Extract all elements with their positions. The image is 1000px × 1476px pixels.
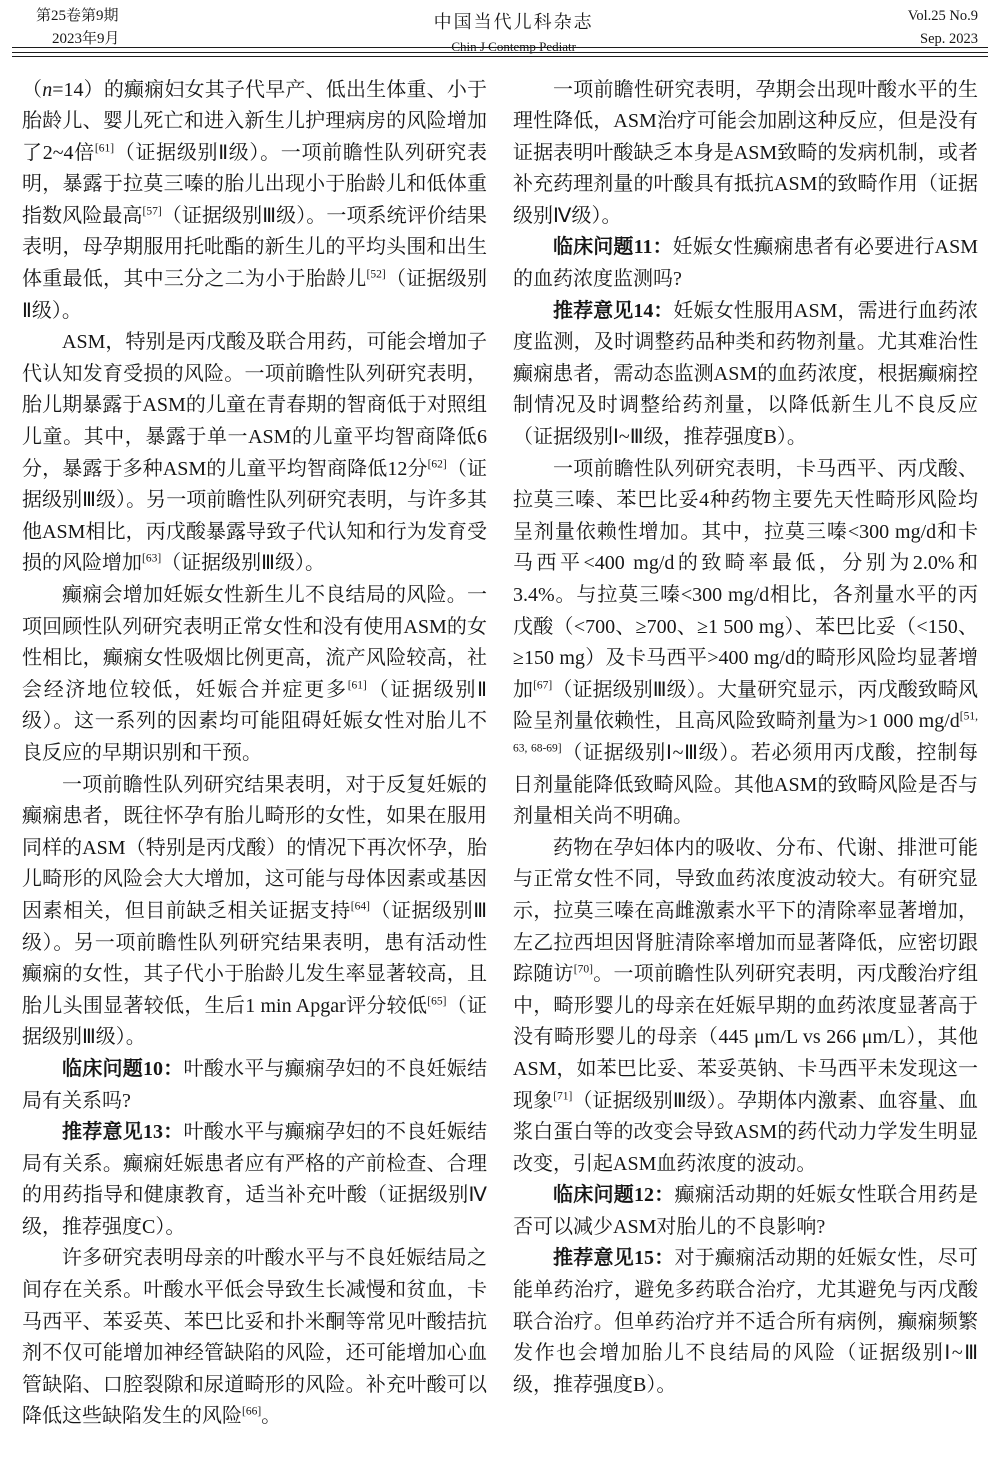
paragraph [513, 75, 978, 233]
text-segment: 推荐意见14： [553, 299, 674, 322]
text-segment: 叶酸水平与癫痫孕妇的不良妊娠结局有关系。癫痫妊娠患者应有严格的产前检查、合理的用药指导和健康教育，适当补充叶酸（证据级别Ⅳ级，推荐强度C）。 [22, 1121, 487, 1238]
text-segment: 一项前瞻性队列研究结果表明，对于反复妊娠的癫痫患者，既往怀孕有胎儿畸形的女性，如果在服用同样的ASM（特别是丙戊酸）的情况下再次怀孕，胎儿畸形的风险会大大增加，这可能与母体因素或基因因素相关，但目前缺乏相关证据支持 [22, 773, 487, 922]
issue-date-en: Sep. 2023 [920, 31, 978, 47]
text-segment: 一项前瞻性队列研究表明，卡马西平、丙戊酸、拉莫三嗪、苯巴比妥4种药物主要先天性畸形风险均呈剂量依赖性增加。其中，拉莫三嗪<300 mg/d和卡马西平<400 mg/d的致畸率最低，分别为2.0%和3.4%。与拉莫三嗪<300 mg/d相比，各剂量水平的丙戊酸（<700、≥700、≥1 500 mg）、苯巴比妥（<150、≥150 mg）及卡马西平>400 mg/d的畸形风险均显著增加 [513, 457, 978, 701]
text-segment: （证据级别Ⅲ级）。大量研究显示，丙戊酸致畸风险呈剂量依赖性，且高风险致畸剂量为>1 000 mg/d [513, 678, 978, 733]
reference-superscript: [51, 63, 68-69] [513, 710, 978, 755]
paragraph [22, 75, 487, 328]
journal-title-en: Chin J Contemp Pediatr [451, 39, 576, 54]
text-segment: 叶酸水平与癫痫孕妇的不良妊娠结局有关系吗? [22, 1057, 487, 1112]
header-center [434, 7, 594, 55]
text-segment: （证据级别Ⅰ~Ⅲ级）。若必须用丙戊酸，控制每日剂量能降低致畸风险。其他ASM的致畸风险是否与剂量相关尚不明确。 [513, 741, 978, 828]
text-segment: （证据级别Ⅲ级）。 [22, 994, 488, 1049]
paragraph [513, 296, 978, 454]
paragraph [22, 1243, 487, 1433]
paragraph [22, 1117, 487, 1243]
paragraph [513, 454, 978, 833]
reference-superscript: [67] [533, 679, 553, 692]
text-segment: 妊娠女性服用ASM，需进行血药浓度监测，及时调整药品种类和药物剂量。尤其难治性癫痫患者，需动态监测ASM的血药浓度，根据癫痫控制情况及时调整给药剂量，以降低新生儿不良反应（证据级别Ⅰ~Ⅲ级，推荐强度B）。 [513, 299, 979, 449]
text-segment: 一项前瞻性研究表明，孕期会出现叶酸水平的生理性降低，ASM治疗可能会加剧这种反应，但是没有证据表明叶酸缺乏本身是ASM致畸的发病机制，或者补充药理剂量的叶酸具有抵抗ASM的致畸作用（证据级别Ⅳ级）。 [513, 78, 978, 227]
text-segment: （证据级别Ⅱ级）。一项前瞻性队列研究表明，暴露于拉莫三嗪的胎儿出现小于胎龄儿和低体重指数风险最高 [22, 141, 487, 227]
text-segment: 癫痫会增加妊娠女性新生儿不良结局的风险。一项回顾性队列研究表明正常女性和没有使用ASM的女性相比，癫痫女性吸烟比例更高，流产风险较高，社会经济地位较低，妊娠合并症更多 [22, 584, 487, 701]
text-segment: 药物在孕妇体内的吸收、分布、代谢、排泄可能与正常女性不同，导致血药浓度波动较大。有研究显示，拉莫三嗪在高雌激素水平下的清除率显著增加，左乙拉西坦因肾脏清除率增加而显著降低，应密切跟踪随访 [513, 836, 978, 986]
text-segment: 临床问题12： [553, 1184, 675, 1207]
paragraph [22, 580, 487, 770]
paragraph [22, 770, 487, 1054]
text-segment: 妊娠女性癫痫患者有必要进行ASM的血药浓度监测吗? [513, 236, 978, 291]
text-segment: （证据级别Ⅲ级）。 [161, 552, 325, 575]
text-segment: 许多研究表明母亲的叶酸水平与不良妊娠结局之间存在关系。叶酸水平低会导致生长减慢和贫血，卡马西平、苯妥英、苯巴比妥和扑米酮等常见叶酸拮抗剂不仅可能增加神经管缺陷的风险，还可能增加心血管缺陷、口腔裂隙和尿道畸形的风险。补充叶酸可以降低这些缺陷发生的风险 [22, 1247, 487, 1428]
paragraph [22, 1054, 487, 1117]
reference-superscript: [52] [366, 268, 386, 281]
paragraph [513, 1180, 978, 1243]
paragraph [513, 232, 978, 295]
journal-title-cn: 中国当代儿科杂志 [433, 12, 594, 32]
text-segment: （ [22, 78, 43, 101]
text-segment: 推荐意见13： [62, 1121, 184, 1144]
volume-issue-en: Vol.25 No.9 [907, 8, 978, 24]
left-column [22, 75, 487, 1434]
text-segment: （证据级别Ⅱ级）。 [22, 268, 488, 322]
reference-superscript: [70] [573, 963, 593, 976]
reference-superscript: [63] [142, 552, 162, 565]
text-segment: （证据级别Ⅲ级）。一项系统评价结果表明，母孕期服用托吡酯的新生儿的平均头围和出生体重最低，其中三分之二为小于胎龄儿 [22, 204, 487, 291]
text-segment: =14）的癫痫妇女其子代早产、低出生体重、小于胎龄儿、婴儿死亡和进入新生儿护理病房的风险增加了2~4倍 [22, 78, 488, 164]
volume-issue-cn: 第25卷第9期 [36, 8, 119, 24]
reference-superscript: [64] [350, 900, 370, 913]
reference-superscript: [62] [427, 457, 447, 470]
reference-superscript: [61] [94, 142, 115, 155]
right-column [513, 75, 978, 1434]
article-body [0, 57, 1000, 1434]
paragraph [513, 1243, 978, 1401]
text-segment: 。 [261, 1405, 282, 1428]
reference-superscript: [61] [347, 679, 367, 692]
issue-date-cn: 2023年9月 [52, 31, 120, 47]
paragraph [513, 833, 978, 1181]
text-segment: （证据级别Ⅲ级）。孕期体内激素、血容量、血浆白蛋白等的改变会导致ASM的药代动力学发生明显改变，引起ASM血药浓度的波动。 [513, 1089, 979, 1175]
text-segment: 临床问题10： [62, 1057, 184, 1080]
reference-superscript: [65] [427, 995, 447, 1008]
reference-superscript: [66] [242, 1405, 262, 1418]
text-segment: 推荐意见15： [553, 1247, 675, 1270]
reference-superscript: [57] [142, 205, 162, 218]
text-segment: （证据级别Ⅲ级）。另一项前瞻性队列研究表明，与许多其他ASM相比，丙戊酸暴露导致子代认知和行为发育受损的风险增加 [22, 457, 488, 575]
text-segment: 。一项前瞻性队列研究表明，丙戊酸治疗组中，畸形婴儿的母亲在妊娠早期的血药浓度显著高于没有畸形婴儿的母亲（445 μm/L vs 266 μm/L），其他ASM，如苯巴比妥、苯妥英钠、卡马西平未发现这一现象 [513, 963, 979, 1112]
paragraph [22, 327, 487, 580]
text-segment: 癫痫活动期的妊娠女性联合用药是否可以减少ASM对胎儿的不良影响? [513, 1184, 978, 1238]
text-segment: 临床问题11： [553, 236, 673, 259]
text-segment: ASM，特别是丙戊酸及联合用药，可能会增加子代认知发育受损的风险。一项前瞻性队列研究表明，胎儿期暴露于ASM的儿童在青春期的智商低于对照组儿童。其中，暴露于单一ASM的儿童平均智商降低6分，暴露于多种ASM的儿童平均智商降低12分 [22, 331, 487, 480]
text-segment: 对于癫痫活动期的妊娠女性，尽可能单药治疗，避免多药联合治疗，尤其避免与丙戊酸联合治疗。但单药治疗并不适合所有病例，癫痫频繁发作也会增加胎儿不良结局的风险（证据级别Ⅰ~Ⅲ级，推荐强度B）。 [513, 1247, 978, 1396]
page-header [0, 0, 1000, 54]
text-segment: （证据级别Ⅲ级）。另一项前瞻性队列研究结果表明，患有活动性癫痫的女性，其子代小于胎龄儿发生率显著较高，且胎儿头围显著较低，生后1 min Apgar评分较低 [22, 899, 487, 1017]
header-left [14, 7, 120, 48]
reference-superscript: [71] [553, 1089, 573, 1102]
header-right [908, 7, 986, 48]
text-segment: （证据级别Ⅱ级）。这一系列的因素均可能阻碍妊娠女性对胎儿不良反应的早期识别和干预。 [22, 678, 488, 764]
text-segment: n [42, 78, 53, 101]
